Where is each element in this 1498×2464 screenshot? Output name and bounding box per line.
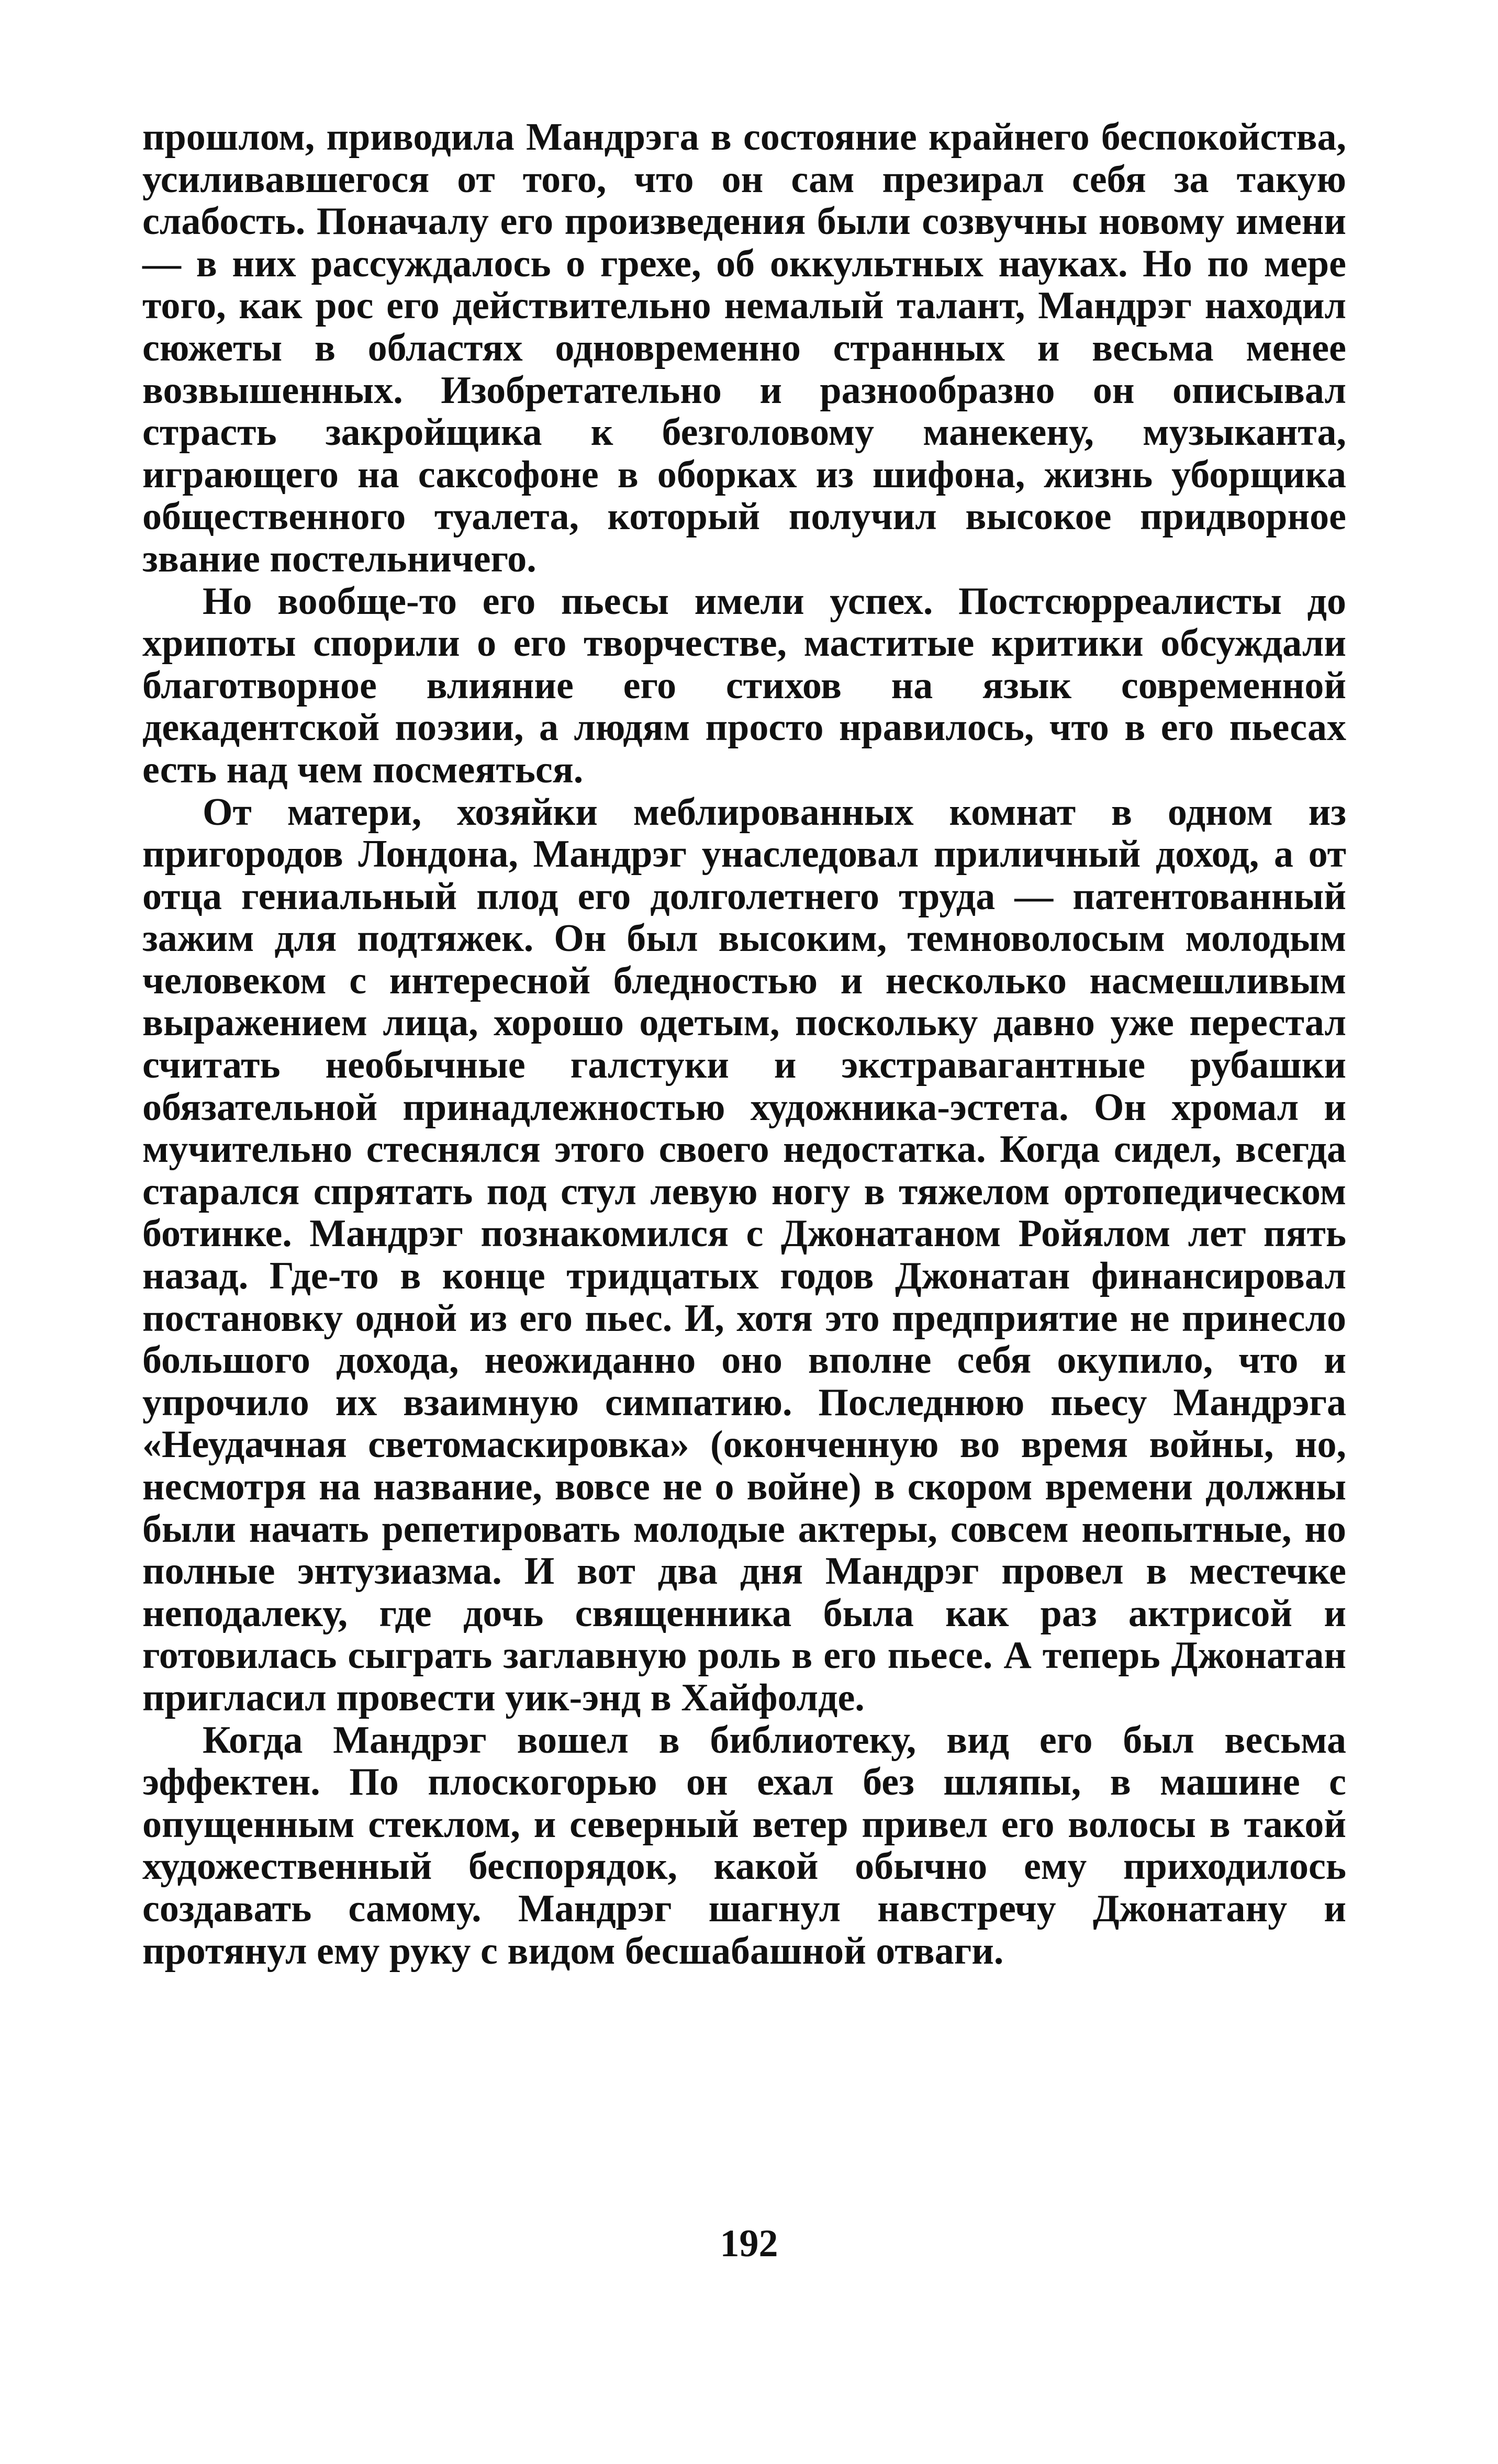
- page-number: 192: [720, 2222, 778, 2265]
- paragraph-4: Когда Мандрэг вошел в библиотеку, вид его был весьма эффектен. По плоскогорью он ехал без шляпы, в машине с опущенным стеклом, и северный ветер привел его волосы в такой художественный беспорядок, какой обычно ему приходилось создавать самому. Мандрэг шагнул навстречу Джонатану и протянул ему руку с видом бесшабашной отваги.: [142, 1718, 1346, 1973]
- paragraph-3: От матери, хозяйки меблированных комнат в одном из пригородов Лондона, Мандрэг унаследовал приличный доход, а от отца гениальный плод его долголетнего труда — патентованный зажим для подтяжек. Он был высоким, темноволосым молодым человеком с интересной бледностью и несколько насмешливым выражением лица, хорошо одетым, поскольку давно уже перестал считать необычные галстуки и экстравагантные рубашки обязательной принадлежностью художника-эстета. Он хромал и мучительно стеснялся этого своего недостатка. Когда сидел, всегда старался спрятать под стул левую ногу в тяжелом ортопедическом ботинке. Мандрэг познакомился с Джонатаном Ройялом лет пять назад. Где-то в конце тридцатых годов Джонатан финансировал постановку одной из его пьес. И, хотя это предприятие не принесло большого дохода, неожиданно оно вполне себя окупило, что и упрочило их взаимную симпатию. Последнюю пьесу Мандрэга «Неудачная светомаскировка» (оконченную во время войны, но, несмотря на название, вовсе не о войне) в скором времени должны были начать репетировать молодые актеры, совсем неопытные, но полные энтузиазма. И вот два дня Мандрэг провел в местечке неподалеку, где дочь священника была как раз актрисой и готовилась сыграть заглавную роль в его пьесе. А теперь Джонатан пригласил провести уик-энд в Хайфолде.: [142, 790, 1346, 1719]
- page-body: [142, 116, 1346, 1972]
- paragraph-2: Но вообще-то его пьесы имели успех. Постсюрреалисты до хрипоты спорили о его творчестве, маститые критики обсуждали благотворное влияние его стихов на язык современной декадентской поэзии, а людям просто нравилось, что в его пьесах есть над чем посмеяться.: [142, 579, 1346, 791]
- paragraph-1: прошлом, приводила Мандрэга в состояние крайнего беспокойства, усиливавшегося от того, что он сам презирал себя за такую слабость. Поначалу его произведения были созвучны новому имени — в них рассуждалось о грехе, об оккультных науках. Но по мере того, как рос его действительно немалый талант, Мандрэг находил сюжеты в областях одновременно странных и весьма менее возвышенных. Изобретательно и разнообразно он описывал страсть закройщика к безголовому манекену, музыканта, играющего на саксофоне в оборках из шифона, жизнь уборщика общественного туалета, который получил высокое придворное звание постельничего.: [142, 116, 1346, 580]
